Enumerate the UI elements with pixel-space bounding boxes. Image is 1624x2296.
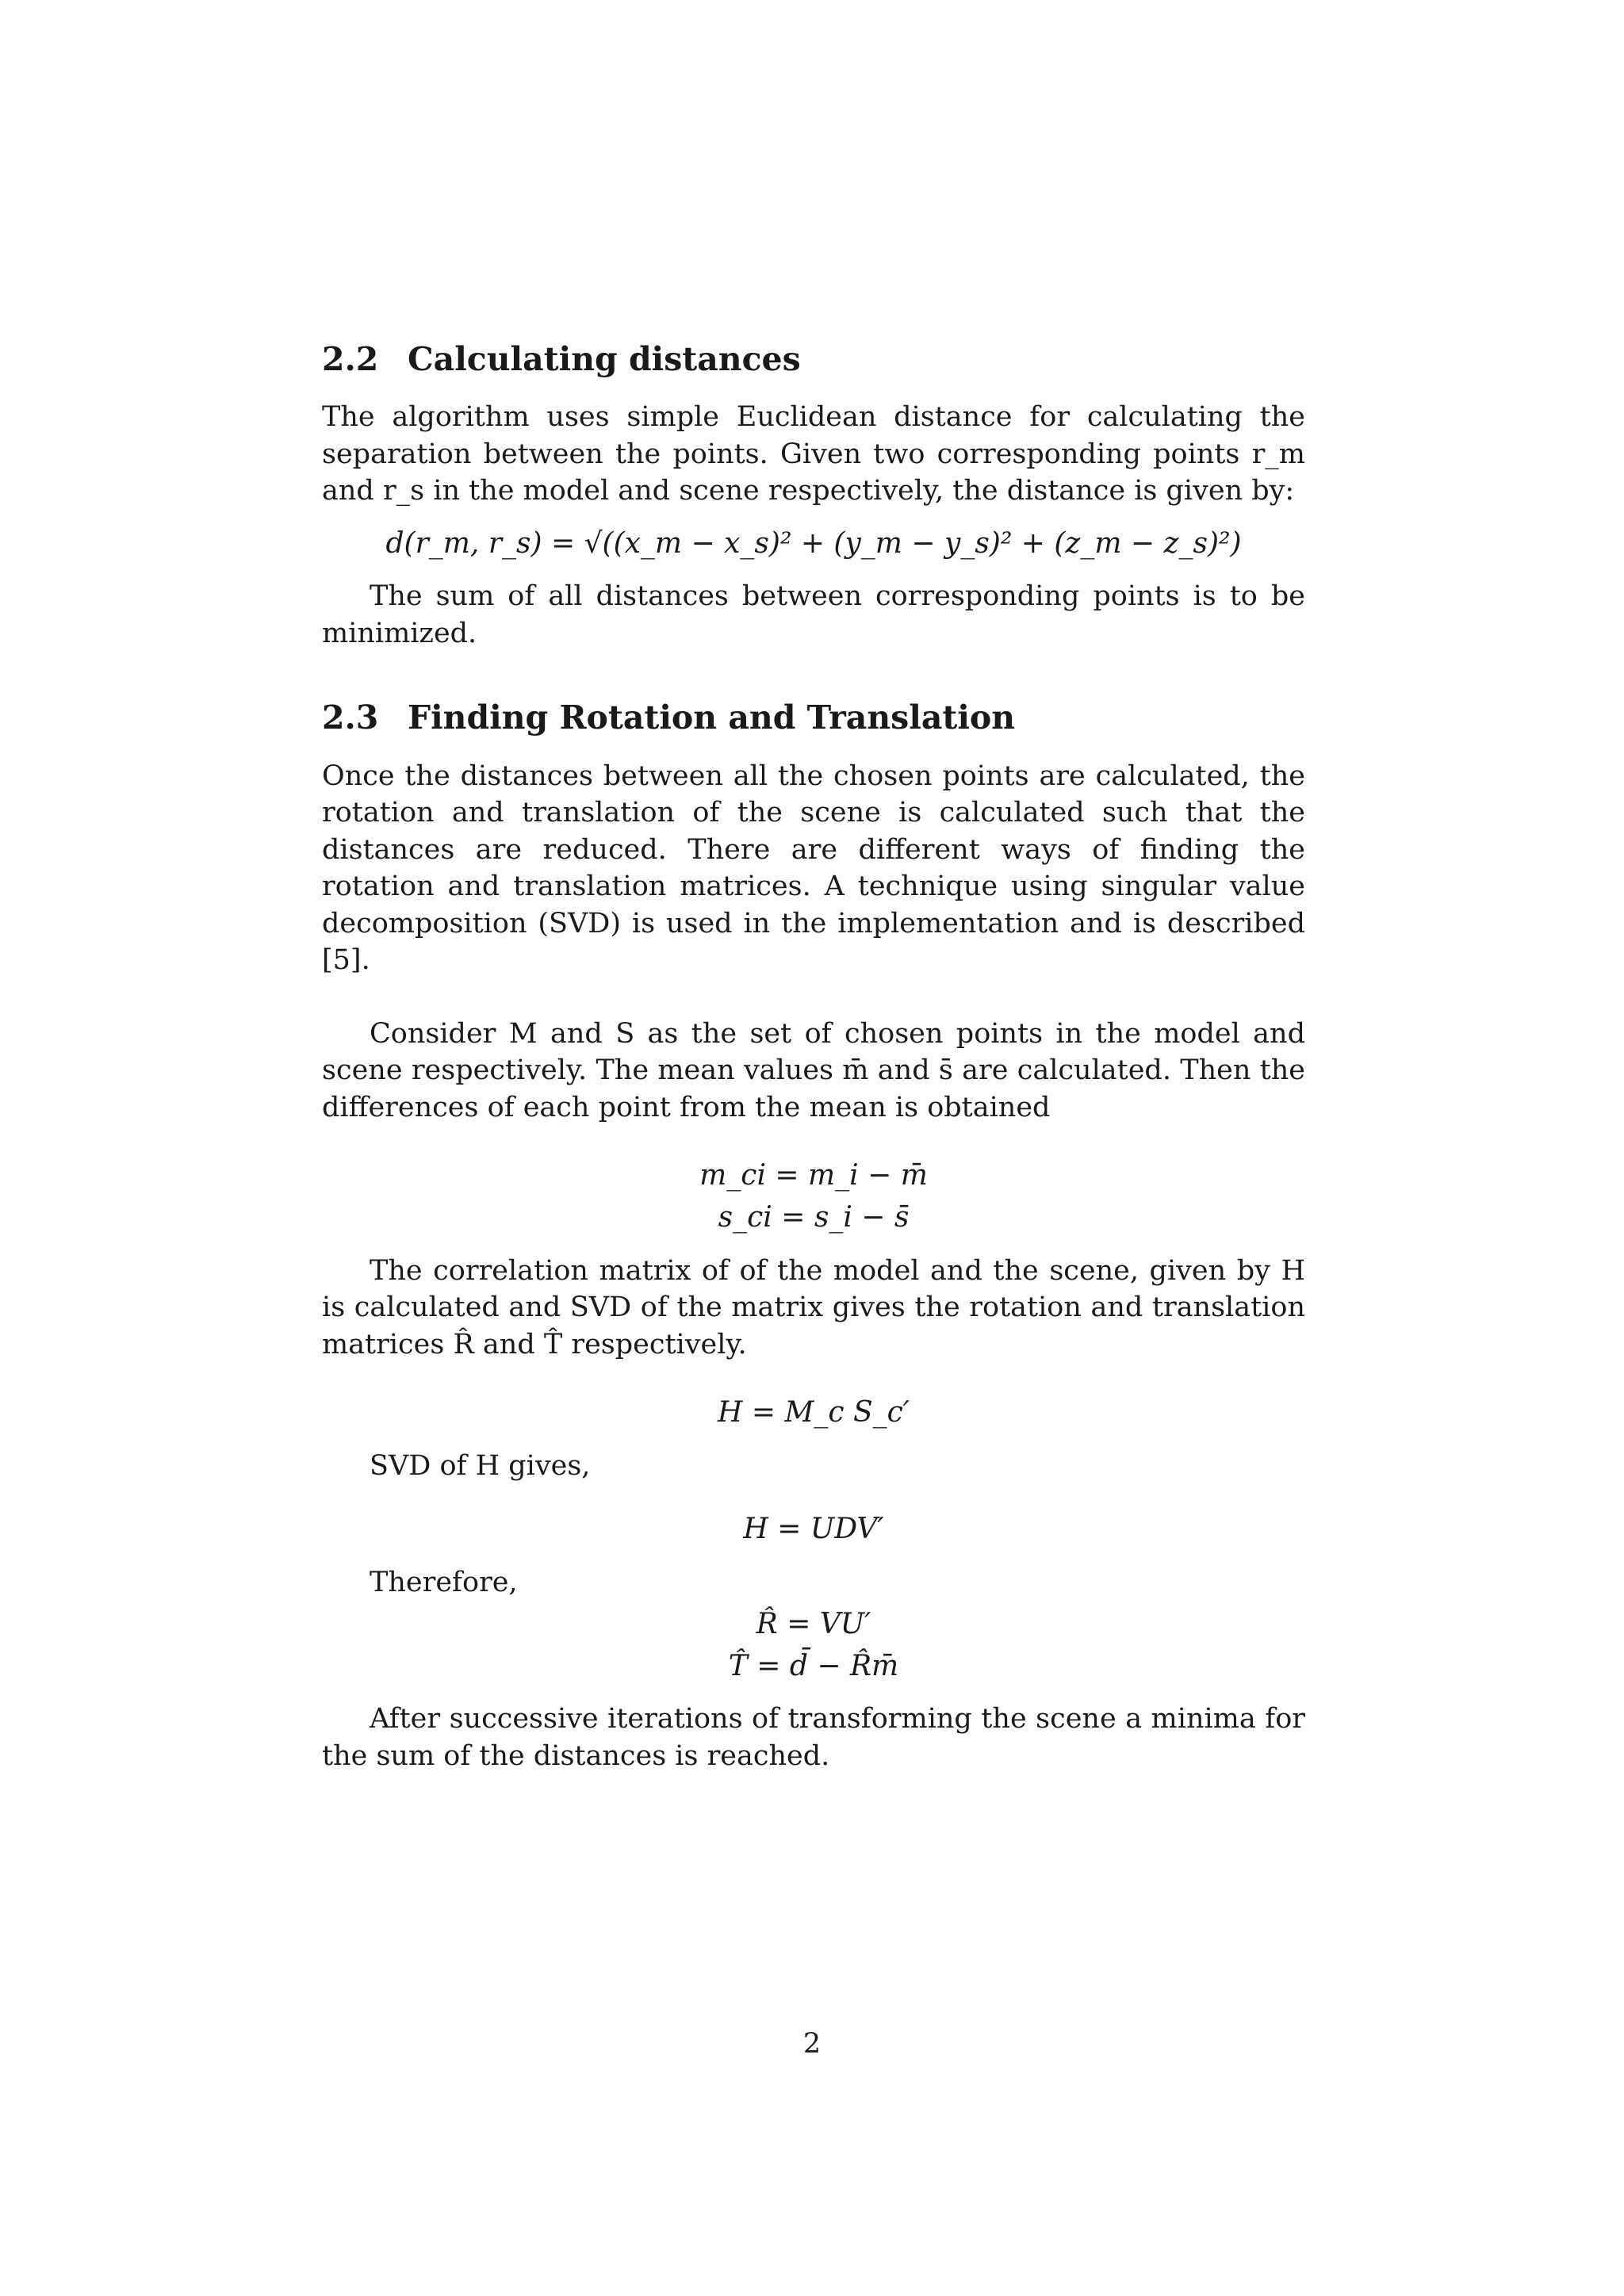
paragraph: The correlation matrix of of the model and the scene, given by H is calculated and SVD of the matrix gives the rotation and translation matrices R̂ and T̂ respectively. — [322, 1254, 1305, 1360]
section-heading-2-3 — [322, 699, 1305, 737]
page-number: 2 — [802, 2028, 822, 2060]
rotation-equation: R̂ = VU′ — [756, 1607, 871, 1640]
mean-diff-equation-s: s_ci = s_i − s̄ — [718, 1200, 910, 1234]
paragraph: The sum of all distances between corresponding points is to be minimized. — [322, 580, 1305, 649]
section-number: 2.2 — [322, 340, 379, 378]
svd-equation: H = UDV′ — [743, 1513, 884, 1546]
distance-equation: d(r_m, r_s) = √((x_m − x_s)² + (y_m − y_s)² + (z_m − z_s)²) — [385, 526, 1242, 560]
paragraph: The algorithm uses simple Euclidean distance for calculating the separation between the points. Given two corresponding points r_m and r_s in the model and scene respectively, the distance is given by: — [322, 401, 1305, 507]
section-heading-2-2 — [322, 341, 1305, 378]
paragraph: Consider M and S as the set of chosen points in the model and scene respectively. The mean values m̄ and s̄ are calculated. Then the differences of each point from the mean is obtained — [322, 1017, 1305, 1123]
svd-line: SVD of H gives, — [370, 1449, 591, 1482]
section-number: 2.3 — [322, 698, 379, 737]
page-content — [322, 341, 1305, 1774]
translation-equation: T̂ = d̄ − R̂m̄ — [728, 1649, 899, 1682]
paragraph: Once the distances between all the chosen points are calculated, the rotation and translation of the scene is calculated such that the distances are reduced. There are different ways of finding the rotation and translation matrices. A technique using singular value decomposition (SVD) is used in the implementation and is described [5]. — [322, 760, 1305, 977]
correlation-equation: H = M_c S_c′ — [718, 1396, 910, 1429]
therefore-line: Therefore, — [370, 1567, 518, 1599]
paragraph: After successive iterations of transforming the scene a minima for the sum of the distances is reached. — [322, 1703, 1305, 1772]
mean-diff-equation-m: m_ci = m_i − m̄ — [699, 1159, 928, 1192]
section-title: Calculating distances — [408, 340, 801, 378]
section-title: Finding Rotation and Translation — [408, 698, 1016, 737]
